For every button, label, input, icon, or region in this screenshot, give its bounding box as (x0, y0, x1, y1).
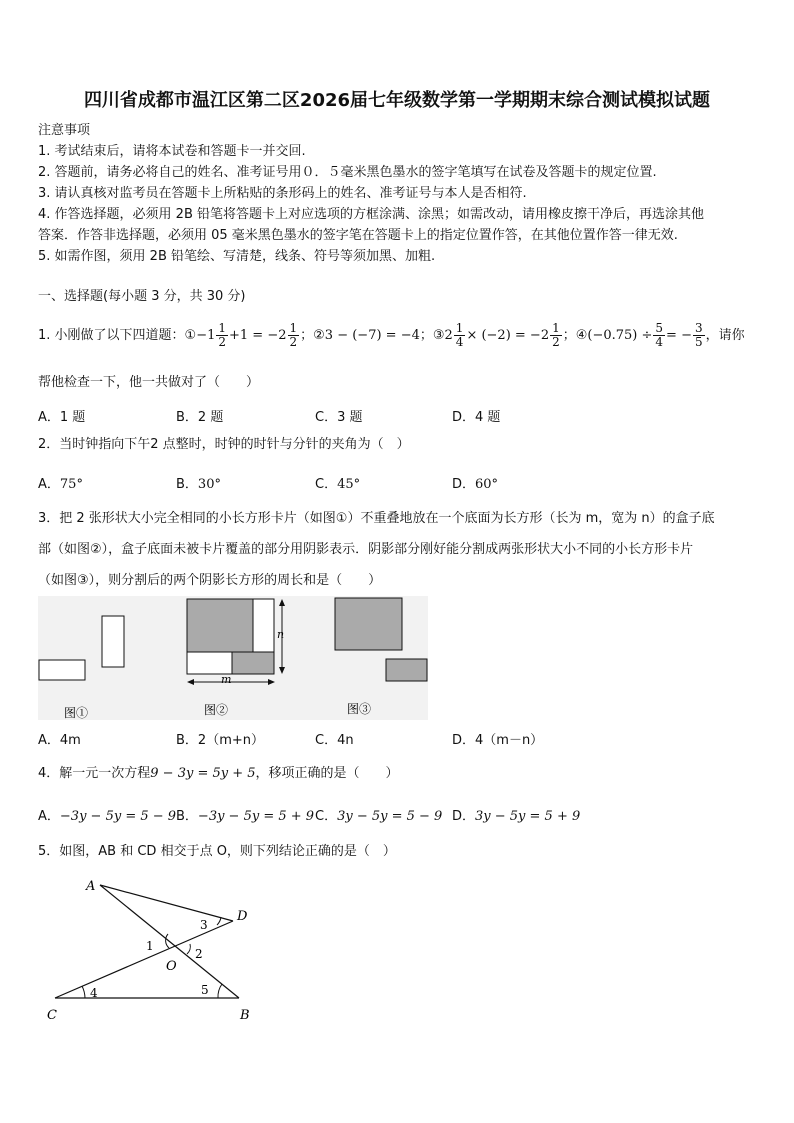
q1-frac-6: $\frac{3}{5}$ (694, 321, 703, 349)
q4-option-c[interactable]: C．3y − 5y = 5 − 9 (315, 809, 443, 824)
fig1-label: 图① (64, 706, 89, 720)
segment-AD (100, 885, 233, 921)
fig2-shade-large (187, 599, 253, 652)
q3-option-d[interactable]: D．4（m－n） (452, 733, 544, 748)
q1-expr3a: 2 (444, 328, 453, 343)
q1-sep3: ；④ (562, 328, 588, 343)
q1-option-d[interactable]: D．4 题 (452, 410, 501, 425)
question-2: 2．当时钟指向下午2 点整时，时钟的时针与分针的夹角为（ ） (38, 437, 410, 452)
fig3-label: 图③ (347, 702, 372, 716)
angle-label-2: 2 (195, 947, 203, 961)
question-5: 5．如图，AB 和 CD 相交于点 O，则下列结论正确的是（ ） (38, 844, 396, 859)
q4-option-b[interactable]: B．−3y − 5y = 5 + 9 (176, 809, 315, 824)
q2-option-b[interactable]: B．30° (176, 477, 221, 492)
angle-label-5: 5 (201, 983, 209, 997)
notice-item-5: 5. 如需作图，须用 2B 铅笔绘、写清楚，线条、符号等须加黑、加粗. (38, 249, 436, 264)
notice-heading: 注意事项 (38, 123, 91, 138)
q1-sep1: ；② (300, 328, 325, 343)
fig1-card-vertical (102, 616, 124, 667)
q1-prefix: 1. 小刚做了以下四道题：① (38, 328, 197, 343)
question-1 (38, 318, 745, 354)
q1-sep2: ；③ (419, 328, 445, 343)
q2-option-d[interactable]: D．60° (452, 477, 499, 492)
q1-expr1a: −1 (196, 328, 216, 343)
point-label-D: D (237, 909, 248, 924)
q3-option-a[interactable]: A．4m (38, 733, 81, 748)
question-3-line3: （如图③），则分割后的两个阴影长方形的周长和是（ ） (38, 573, 382, 588)
fig2-card-horizontal (187, 652, 232, 674)
notice-item-1: 1. 考试结束后，请将本试卷和答题卡一并交回. (38, 144, 306, 159)
angle-label-4: 4 (90, 986, 98, 1000)
q1-frac-4: $\frac{1}{2}$ (552, 321, 560, 349)
fig2-shade-small (232, 652, 274, 674)
point-label-A: A (86, 879, 96, 894)
fig2-card-vertical (253, 599, 274, 652)
q1-expr2: 3 − (−7) = −4 (324, 328, 420, 343)
q1-line2: 帮他检查一下，他一共做对了（ ） (38, 375, 260, 390)
q1-frac-1: $\frac{1}{2}$ (218, 321, 227, 349)
q2-option-a[interactable]: A．75° (38, 477, 83, 492)
q1-frac-3: $\frac{1}{4}$ (455, 321, 464, 349)
q5-intersecting-lines-figure (38, 872, 268, 1032)
q3-figures (38, 596, 428, 720)
fig1-card-horizontal (39, 660, 85, 680)
q1-expr4b: = − (666, 328, 692, 343)
q3-option-b[interactable]: B．2（m+n） (176, 733, 264, 748)
q4-option-a[interactable]: A．−3y − 5y = 5 − 9 (38, 809, 177, 824)
q1-option-b[interactable]: B．2 题 (176, 410, 224, 425)
q1-expr3b: × (−2) = −2 (466, 328, 550, 343)
q1-suffix: ，请你 (705, 328, 745, 343)
notice-item-4-cont: 答案．作答非选择题，必须用 05 毫米黑色墨水的签字笔在答题卡上的指定位置作答，在其他位置作答一律无效. (38, 228, 678, 243)
q1-option-c[interactable]: C．3 题 (315, 410, 363, 425)
point-label-C: C (47, 1008, 57, 1023)
q1-frac-5: $\frac{5}{4}$ (655, 321, 664, 349)
page-title: 四川省成都市温江区第二区2026届七年级数学第一学期期末综合测试模拟试题 (83, 90, 711, 111)
section-heading: 一、选择题(每小题 3 分，共 30 分) (38, 289, 246, 304)
label-n: n (277, 628, 285, 641)
fig3-shade-large (335, 598, 402, 650)
angle-label-3: 3 (200, 918, 208, 932)
fig2-label: 图② (204, 703, 229, 717)
question-3-line2: 部（如图②），盒子底面未被卡片覆盖的部分用阴影表示．阴影部分刚好能分割成两张形状大小不同的小长方形卡片 (38, 542, 694, 557)
angle-label-1: 1 (146, 939, 154, 953)
question-4: 4．解一元一次方程9 − 3y = 5y + 5，移项正确的是（ ） (38, 766, 399, 781)
notice-item-3: 3. 请认真核对监考员在答题卡上所粘贴的条形码上的姓名、准考证号与本人是否相符. (38, 186, 527, 201)
point-label-B: B (240, 1008, 250, 1023)
fig3-shade-small (386, 659, 427, 681)
q2-option-c[interactable]: C．45° (315, 477, 361, 492)
point-label-O: O (166, 959, 177, 974)
q1-expr4a: (−0.75) ÷ (587, 328, 653, 343)
segment-AB (100, 885, 239, 998)
q4-option-d[interactable]: D．3y − 5y = 5 + 9 (452, 809, 581, 824)
q1-option-a[interactable]: A．1 题 (38, 410, 86, 425)
q1-expr1b: +1 = −2 (229, 328, 287, 343)
notice-item-2: 2. 答题前，请务必将自己的姓名、准考证号用０．５毫米黑色墨水的签字笔填写在试卷及答题卡的规定位置. (38, 165, 657, 180)
q4-equation: 9 − 3y = 5y + 5 (150, 766, 256, 781)
q1-frac-2: $\frac{1}{2}$ (289, 321, 298, 349)
question-3-line1: 3．把 2 张形状大小完全相同的小长方形卡片（如图①）不重叠地放在一个底面为长方形（长为 m，宽为 n）的盒子底 (38, 511, 715, 526)
label-m: m (221, 673, 232, 686)
notice-item-4: 4. 作答选择题，必须用 2B 铅笔将答题卡上对应选项的方框涂满、涂黑；如需改动，请用橡皮擦干净后，再选涂其他 (38, 207, 704, 222)
q3-option-c[interactable]: C．4n (315, 733, 354, 748)
